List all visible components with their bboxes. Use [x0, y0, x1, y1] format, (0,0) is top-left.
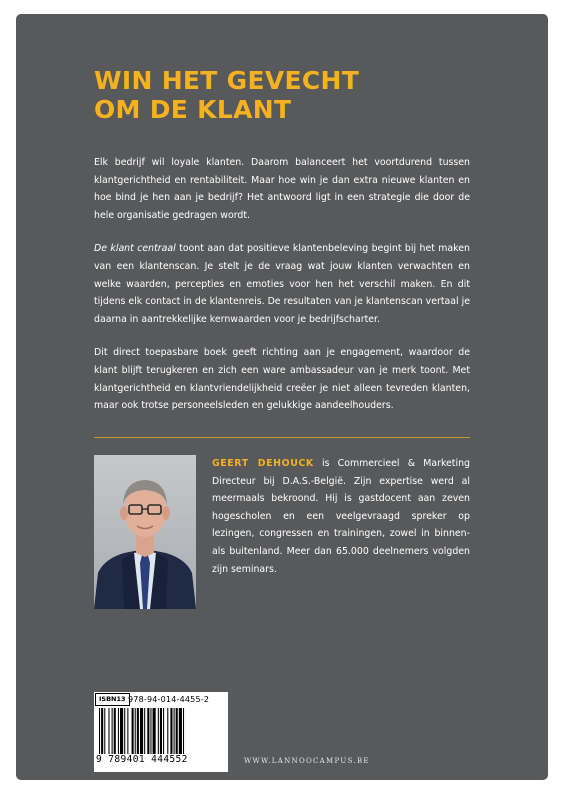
blurb-paragraph-2-text: toont aan dat positieve klantenbeleving begint bij het maken van een klantenscan. Je stelt je de vraag wat jouw klanten verwachten en welke waarden, percepties en emoties voor hen het verschil maken. En dit tijdens elk contact in de klantenreis. De resultaten van je klantenscan vertaal je daarna in aantrekkelijke kernwaarden voor je bedrijfscharter.: [94, 243, 470, 325]
barcode-bar: [183, 708, 184, 754]
divider: [94, 437, 470, 438]
barcode-bar: [112, 708, 113, 754]
barcode-bar: [170, 708, 172, 754]
author-portrait-icon: [94, 455, 196, 609]
barcode-bar: [153, 708, 156, 754]
blurb: [94, 154, 470, 431]
isbn-label: ISBN13: [95, 693, 130, 706]
barcode-bar: [135, 708, 136, 754]
isbn-barcode-icon: [98, 708, 224, 754]
book-title-italic: De klant centraal: [94, 243, 176, 255]
author-bio: [212, 455, 470, 578]
barcode-bar: [163, 708, 164, 754]
book-title: [94, 66, 359, 124]
barcode-digits: 9 789401 444552: [96, 754, 188, 765]
author-name: GEERT DEHOUCK: [212, 458, 314, 469]
barcode-bar: [150, 708, 151, 754]
barcode-bar: [104, 708, 105, 754]
isbn-block: [94, 692, 228, 772]
barcode-bar: [140, 708, 143, 754]
barcode-bar: [114, 708, 116, 754]
isbn-number: 978-94-014-4455-2: [128, 695, 210, 704]
book-back-cover: [16, 14, 548, 780]
author-photo: [94, 455, 196, 609]
book-title-line-1: WIN HET GEVECHT: [94, 66, 360, 95]
barcode-bar: [132, 708, 134, 754]
barcode-bar: [108, 708, 109, 754]
barcode-bar: [101, 708, 103, 754]
blurb-paragraph-1: Elk bedrijf wil loyale klanten. Daarom balanceert het voortdurend tussen klantgerichtheid en rentabiliteit. Maar hoe win je dan extra nieuwe klanten en hoe bind je hen aan je bedrijf? Het antwoord ligt in een strategie die door de hele organisatie gedragen wordt.: [94, 157, 470, 221]
barcode-bar: [137, 708, 139, 754]
barcode-bar: [120, 708, 123, 754]
barcode-bar: [127, 708, 128, 754]
barcode-bar: [176, 708, 178, 754]
barcode-bar: [174, 708, 175, 754]
barcode-bar: [167, 708, 168, 754]
barcode-bar: [160, 708, 162, 754]
blurb-paragraph-2: [94, 240, 470, 328]
book-title-line-2: OM DE KLANT: [94, 95, 292, 124]
barcode-bar: [158, 708, 159, 754]
barcode-bar: [118, 708, 119, 754]
barcode-bar: [147, 708, 149, 754]
blurb-paragraph-3: Dit direct toepasbare boek geeft richting aan je engagement, waardoor de klant blijft terugkeren en zich een ware ambassadeur van je merk toont. Met klantgerichtheid en klantvriendelijkheid creëer je niet alleen tevreden klanten, maar ook trotse personeelsleden en gelukkige aandeelhouders.: [94, 347, 470, 412]
publisher-website: WWW.LANNOOCAMPUS.BE: [244, 757, 370, 765]
barcode-bar: [124, 708, 125, 754]
author-bio-text: is Commercieel & Marketing Directeur bij D.A.S.-België. Zijn expertise werd al meermaals bekroond. Hij is gastdocent aan zeven hogescholen en een veelgevraagd spreker op lezingen, congressen en trainingen, zowel in binnen- als buitenland. Meer dan 65.000 deelnemers volgden zijn seminars.: [212, 458, 470, 575]
barcode-bar: [144, 708, 145, 754]
barcode-bar: [179, 708, 182, 754]
barcode-bar: [99, 708, 100, 754]
